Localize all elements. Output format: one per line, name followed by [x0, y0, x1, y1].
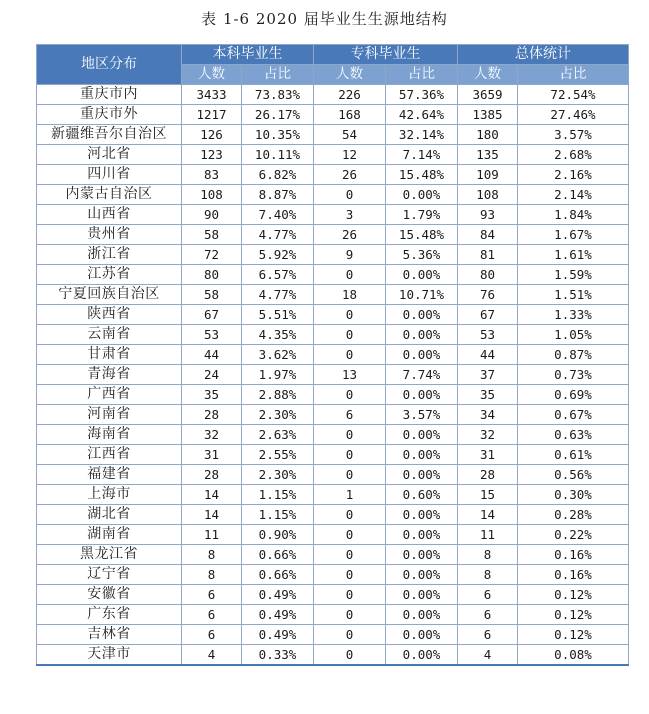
- overall-share-cell: 2.68%: [518, 145, 629, 165]
- junior-college-count-cell: 54: [314, 125, 386, 145]
- overall-share-cell: 0.12%: [518, 625, 629, 645]
- overall-share-cell: 0.28%: [518, 505, 629, 525]
- region-cell: 宁夏回族自治区: [37, 285, 182, 305]
- overall-count-cell: 53: [458, 325, 518, 345]
- junior-college-count-cell: 0: [314, 185, 386, 205]
- table-row: [37, 225, 629, 245]
- junior-college-share-cell: 10.71%: [386, 285, 458, 305]
- region-cell: 河北省: [37, 145, 182, 165]
- region-cell: 云南省: [37, 325, 182, 345]
- overall-count-cell: 34: [458, 405, 518, 425]
- overall-share-cell: 1.33%: [518, 305, 629, 325]
- table-row: [37, 145, 629, 165]
- region-cell: 海南省: [37, 425, 182, 445]
- overall-count-cell: 14: [458, 505, 518, 525]
- undergrad-count-cell: 83: [182, 165, 242, 185]
- junior-college-count-cell: 26: [314, 225, 386, 245]
- junior-college-share-header: 占比: [386, 65, 458, 85]
- table-body: [37, 85, 629, 666]
- overall-share-cell: 2.16%: [518, 165, 629, 185]
- table-row: [37, 325, 629, 345]
- table-row: [37, 185, 629, 205]
- table-row: [37, 545, 629, 565]
- overall-share-cell: 3.57%: [518, 125, 629, 145]
- junior-college-count-cell: 168: [314, 105, 386, 125]
- overall-share-cell: 27.46%: [518, 105, 629, 125]
- region-cell: 山西省: [37, 205, 182, 225]
- region-cell: 福建省: [37, 465, 182, 485]
- overall-share-cell: 0.16%: [518, 545, 629, 565]
- undergrad-count-cell: 11: [182, 525, 242, 545]
- junior-college-count-cell: 6: [314, 405, 386, 425]
- table-row: [37, 605, 629, 625]
- undergrad-count-cell: 6: [182, 585, 242, 605]
- overall-count-cell: 67: [458, 305, 518, 325]
- region-cell: 黑龙江省: [37, 545, 182, 565]
- overall-count-cell: 8: [458, 565, 518, 585]
- junior-college-group-header: 专科毕业生: [314, 45, 458, 65]
- overall-share-cell: 0.61%: [518, 445, 629, 465]
- undergrad-share-cell: 5.92%: [242, 245, 314, 265]
- undergrad-share-cell: 1.15%: [242, 505, 314, 525]
- overall-count-cell: 81: [458, 245, 518, 265]
- table-row: [37, 445, 629, 465]
- undergrad-count-cell: 6: [182, 625, 242, 645]
- undergrad-count-cell: 58: [182, 285, 242, 305]
- junior-college-share-cell: 42.64%: [386, 105, 458, 125]
- junior-college-count-cell: 0: [314, 305, 386, 325]
- overall-share-cell: 0.30%: [518, 485, 629, 505]
- region-cell: 重庆市内: [37, 85, 182, 105]
- junior-college-count-cell: 0: [314, 545, 386, 565]
- region-cell: 天津市: [37, 645, 182, 666]
- junior-college-share-cell: 0.00%: [386, 325, 458, 345]
- region-cell: 辽宁省: [37, 565, 182, 585]
- junior-college-share-cell: 1.79%: [386, 205, 458, 225]
- junior-college-share-cell: 0.00%: [386, 605, 458, 625]
- overall-count-cell: 44: [458, 345, 518, 365]
- overall-count-cell: 6: [458, 585, 518, 605]
- overall-count-cell: 8: [458, 545, 518, 565]
- junior-college-share-cell: 7.14%: [386, 145, 458, 165]
- junior-college-share-cell: 15.48%: [386, 165, 458, 185]
- table-row: [37, 405, 629, 425]
- junior-college-share-cell: 5.36%: [386, 245, 458, 265]
- undergrad-count-cell: 4: [182, 645, 242, 666]
- overall-share-cell: 1.61%: [518, 245, 629, 265]
- overall-count-cell: 180: [458, 125, 518, 145]
- junior-college-share-cell: 7.74%: [386, 365, 458, 385]
- overall-count-cell: 31: [458, 445, 518, 465]
- overall-count-cell: 32: [458, 425, 518, 445]
- junior-college-share-cell: 0.00%: [386, 545, 458, 565]
- undergrad-share-cell: 2.63%: [242, 425, 314, 445]
- undergrad-count-cell: 14: [182, 485, 242, 505]
- overall-count-cell: 93: [458, 205, 518, 225]
- undergrad-share-cell: 2.55%: [242, 445, 314, 465]
- overall-count-cell: 28: [458, 465, 518, 485]
- region-column-header: 地区分布: [37, 45, 182, 85]
- undergrad-count-cell: 28: [182, 465, 242, 485]
- junior-college-share-cell: 0.00%: [386, 565, 458, 585]
- table-row: [37, 125, 629, 145]
- undergrad-share-cell: 3.62%: [242, 345, 314, 365]
- overall-count-cell: 35: [458, 385, 518, 405]
- undergrad-share-cell: 1.97%: [242, 365, 314, 385]
- region-cell: 安徽省: [37, 585, 182, 605]
- region-cell: 甘肃省: [37, 345, 182, 365]
- junior-college-count-cell: 3: [314, 205, 386, 225]
- region-cell: 江苏省: [37, 265, 182, 285]
- undergrad-count-cell: 31: [182, 445, 242, 465]
- table-row: [37, 625, 629, 645]
- table-row: [37, 505, 629, 525]
- overall-share-cell: 0.69%: [518, 385, 629, 405]
- junior-college-share-cell: 57.36%: [386, 85, 458, 105]
- table-row: [37, 565, 629, 585]
- undergrad-share-cell: 0.66%: [242, 565, 314, 585]
- overall-count-cell: 4: [458, 645, 518, 666]
- junior-college-share-cell: 0.00%: [386, 385, 458, 405]
- overall-count-cell: 84: [458, 225, 518, 245]
- undergrad-count-cell: 8: [182, 565, 242, 585]
- overall-share-cell: 72.54%: [518, 85, 629, 105]
- region-cell: 吉林省: [37, 625, 182, 645]
- junior-college-count-cell: 0: [314, 585, 386, 605]
- junior-college-count-cell: 0: [314, 265, 386, 285]
- junior-college-count-cell: 13: [314, 365, 386, 385]
- overall-count-cell: 15: [458, 485, 518, 505]
- overall-share-cell: 0.73%: [518, 365, 629, 385]
- undergrad-share-cell: 1.15%: [242, 485, 314, 505]
- undergrad-count-cell: 28: [182, 405, 242, 425]
- region-cell: 河南省: [37, 405, 182, 425]
- undergrad-share-cell: 8.87%: [242, 185, 314, 205]
- junior-college-share-cell: 15.48%: [386, 225, 458, 245]
- junior-college-count-cell: 0: [314, 525, 386, 545]
- undergrad-count-cell: 53: [182, 325, 242, 345]
- region-cell: 广西省: [37, 385, 182, 405]
- table-row: [37, 305, 629, 325]
- table-row: [37, 425, 629, 445]
- overall-count-cell: 1385: [458, 105, 518, 125]
- overall-share-cell: 0.87%: [518, 345, 629, 365]
- overall-share-cell: 1.05%: [518, 325, 629, 345]
- junior-college-share-cell: 0.00%: [386, 625, 458, 645]
- overall-count-cell: 6: [458, 625, 518, 645]
- table-row: [37, 205, 629, 225]
- table-caption: 表 1-6 2020 届毕业生生源地结构: [201, 10, 448, 28]
- overall-share-cell: 2.14%: [518, 185, 629, 205]
- undergrad-share-cell: 2.88%: [242, 385, 314, 405]
- undergrad-share-cell: 4.77%: [242, 285, 314, 305]
- undergrad-count-cell: 90: [182, 205, 242, 225]
- overall-count-cell: 108: [458, 185, 518, 205]
- junior-college-share-cell: 0.00%: [386, 185, 458, 205]
- undergrad-share-cell: 10.35%: [242, 125, 314, 145]
- table-row: [37, 285, 629, 305]
- undergrad-count-cell: 14: [182, 505, 242, 525]
- undergrad-count-cell: 8: [182, 545, 242, 565]
- undergrad-share-cell: 73.83%: [242, 85, 314, 105]
- undergrad-share-cell: 0.49%: [242, 585, 314, 605]
- undergrad-count-cell: 67: [182, 305, 242, 325]
- undergrad-group-header: 本科毕业生: [182, 45, 314, 65]
- junior-college-count-cell: 0: [314, 425, 386, 445]
- overall-share-cell: 0.12%: [518, 585, 629, 605]
- overall-count-cell: 3659: [458, 85, 518, 105]
- undergrad-count-cell: 1217: [182, 105, 242, 125]
- junior-college-count-cell: 0: [314, 505, 386, 525]
- junior-college-count-cell: 1: [314, 485, 386, 505]
- table-row: [37, 365, 629, 385]
- undergrad-share-cell: 6.57%: [242, 265, 314, 285]
- overall-share-cell: 0.22%: [518, 525, 629, 545]
- undergrad-share-cell: 4.35%: [242, 325, 314, 345]
- table-row: [37, 485, 629, 505]
- undergrad-share-cell: 6.82%: [242, 165, 314, 185]
- table-row: [37, 245, 629, 265]
- junior-college-share-cell: 0.00%: [386, 505, 458, 525]
- undergrad-share-cell: 0.49%: [242, 605, 314, 625]
- junior-college-count-header: 人数: [314, 65, 386, 85]
- region-cell: 内蒙古自治区: [37, 185, 182, 205]
- undergrad-share-cell: 0.33%: [242, 645, 314, 666]
- undergrad-share-cell: 5.51%: [242, 305, 314, 325]
- overall-count-cell: 109: [458, 165, 518, 185]
- region-cell: 广东省: [37, 605, 182, 625]
- overall-share-cell: 0.56%: [518, 465, 629, 485]
- junior-college-count-cell: 226: [314, 85, 386, 105]
- table-header: [37, 45, 629, 85]
- region-cell: 陕西省: [37, 305, 182, 325]
- junior-college-share-cell: 0.00%: [386, 265, 458, 285]
- region-cell: 四川省: [37, 165, 182, 185]
- undergrad-count-cell: 3433: [182, 85, 242, 105]
- junior-college-count-cell: 9: [314, 245, 386, 265]
- undergrad-count-cell: 44: [182, 345, 242, 365]
- overall-share-cell: 0.12%: [518, 605, 629, 625]
- junior-college-count-cell: 0: [314, 565, 386, 585]
- table-row: [37, 465, 629, 485]
- undergrad-share-cell: 4.77%: [242, 225, 314, 245]
- region-cell: 新疆维吾尔自治区: [37, 125, 182, 145]
- undergrad-share-cell: 2.30%: [242, 405, 314, 425]
- junior-college-count-cell: 26: [314, 165, 386, 185]
- junior-college-count-cell: 12: [314, 145, 386, 165]
- junior-college-share-cell: 0.00%: [386, 445, 458, 465]
- overall-share-cell: 0.63%: [518, 425, 629, 445]
- undergrad-count-cell: 58: [182, 225, 242, 245]
- junior-college-share-cell: 0.00%: [386, 465, 458, 485]
- undergrad-count-cell: 72: [182, 245, 242, 265]
- origin-structure-table: [36, 44, 629, 666]
- region-cell: 上海市: [37, 485, 182, 505]
- table-row: [37, 85, 629, 105]
- junior-college-count-cell: 0: [314, 605, 386, 625]
- undergrad-count-cell: 35: [182, 385, 242, 405]
- junior-college-count-cell: 0: [314, 645, 386, 666]
- junior-college-share-cell: 32.14%: [386, 125, 458, 145]
- undergrad-share-cell: 0.49%: [242, 625, 314, 645]
- overall-share-cell: 1.84%: [518, 205, 629, 225]
- region-cell: 江西省: [37, 445, 182, 465]
- region-cell: 湖北省: [37, 505, 182, 525]
- overall-share-header: 占比: [518, 65, 629, 85]
- junior-college-count-cell: 18: [314, 285, 386, 305]
- overall-share-cell: 1.51%: [518, 285, 629, 305]
- undergrad-count-cell: 32: [182, 425, 242, 445]
- junior-college-share-cell: 0.00%: [386, 345, 458, 365]
- undergrad-share-cell: 0.90%: [242, 525, 314, 545]
- undergrad-share-cell: 2.30%: [242, 465, 314, 485]
- undergrad-count-header: 人数: [182, 65, 242, 85]
- undergrad-count-cell: 108: [182, 185, 242, 205]
- undergrad-share-header: 占比: [242, 65, 314, 85]
- undergrad-count-cell: 24: [182, 365, 242, 385]
- undergrad-share-cell: 10.11%: [242, 145, 314, 165]
- table-row: [37, 345, 629, 365]
- junior-college-count-cell: 0: [314, 325, 386, 345]
- region-cell: 湖南省: [37, 525, 182, 545]
- overall-group-header: 总体统计: [458, 45, 629, 65]
- junior-college-count-cell: 0: [314, 345, 386, 365]
- overall-share-cell: 0.67%: [518, 405, 629, 425]
- junior-college-share-cell: 0.00%: [386, 525, 458, 545]
- junior-college-count-cell: 0: [314, 385, 386, 405]
- region-cell: 重庆市外: [37, 105, 182, 125]
- overall-share-cell: 0.08%: [518, 645, 629, 666]
- undergrad-share-cell: 0.66%: [242, 545, 314, 565]
- undergrad-count-cell: 123: [182, 145, 242, 165]
- table-row: [37, 585, 629, 605]
- undergrad-count-cell: 126: [182, 125, 242, 145]
- table-row: [37, 165, 629, 185]
- table-row: [37, 265, 629, 285]
- junior-college-share-cell: 0.00%: [386, 305, 458, 325]
- overall-share-cell: 1.67%: [518, 225, 629, 245]
- junior-college-share-cell: 3.57%: [386, 405, 458, 425]
- junior-college-count-cell: 0: [314, 445, 386, 465]
- overall-count-cell: 11: [458, 525, 518, 545]
- overall-count-cell: 135: [458, 145, 518, 165]
- junior-college-share-cell: 0.00%: [386, 645, 458, 666]
- region-cell: 贵州省: [37, 225, 182, 245]
- overall-count-cell: 76: [458, 285, 518, 305]
- table-row: [37, 385, 629, 405]
- overall-share-cell: 0.16%: [518, 565, 629, 585]
- junior-college-share-cell: 0.00%: [386, 585, 458, 605]
- undergrad-share-cell: 26.17%: [242, 105, 314, 125]
- junior-college-share-cell: 0.00%: [386, 425, 458, 445]
- table-row: [37, 525, 629, 545]
- table-row: [37, 645, 629, 666]
- overall-share-cell: 1.59%: [518, 265, 629, 285]
- junior-college-count-cell: 0: [314, 625, 386, 645]
- undergrad-count-cell: 80: [182, 265, 242, 285]
- junior-college-share-cell: 0.60%: [386, 485, 458, 505]
- overall-count-cell: 80: [458, 265, 518, 285]
- overall-count-cell: 37: [458, 365, 518, 385]
- table-row: [37, 105, 629, 125]
- junior-college-count-cell: 0: [314, 465, 386, 485]
- region-cell: 青海省: [37, 365, 182, 385]
- undergrad-share-cell: 7.40%: [242, 205, 314, 225]
- overall-count-cell: 6: [458, 605, 518, 625]
- region-cell: 浙江省: [37, 245, 182, 265]
- undergrad-count-cell: 6: [182, 605, 242, 625]
- overall-count-header: 人数: [458, 65, 518, 85]
